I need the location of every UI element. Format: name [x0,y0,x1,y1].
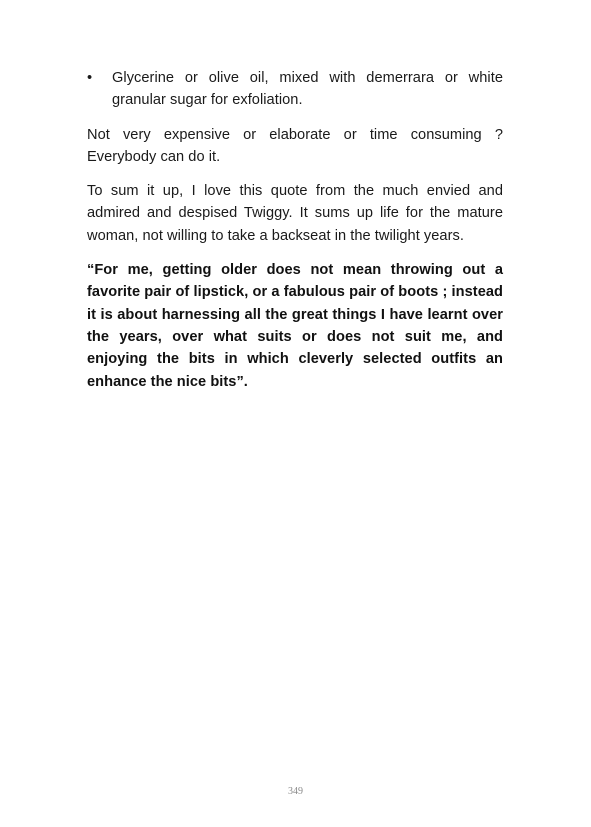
paragraph-cost: Not very expensive or elaborate or time consuming ? Everybody can do it. [87,126,503,165]
list-item-text: Glycerine or olive oil, mixed with demerrara or white granular sugar for exfoliation. [112,70,503,109]
page-body [87,67,503,393]
page-number: 349 [288,786,303,797]
bullet-icon: • [87,70,93,86]
quote-paragraph: “For me, getting older does not mean throwing out a favorite pair of lipstick, or a fabulous pair of boots ; instead it is about harnessing all the great things I have learnt over the years, over what suits or does not suit me, and enjoying the bits in which cleverly selected outfits an enhance the nice bits”. [87,262,503,390]
paragraph-summary: To sum it up, I love this quote from the much envied and admired and despised Twiggy. It sums up life for the mature woman, not willing to take a backseat in the twilight years. [87,183,503,244]
list-item [87,67,503,112]
